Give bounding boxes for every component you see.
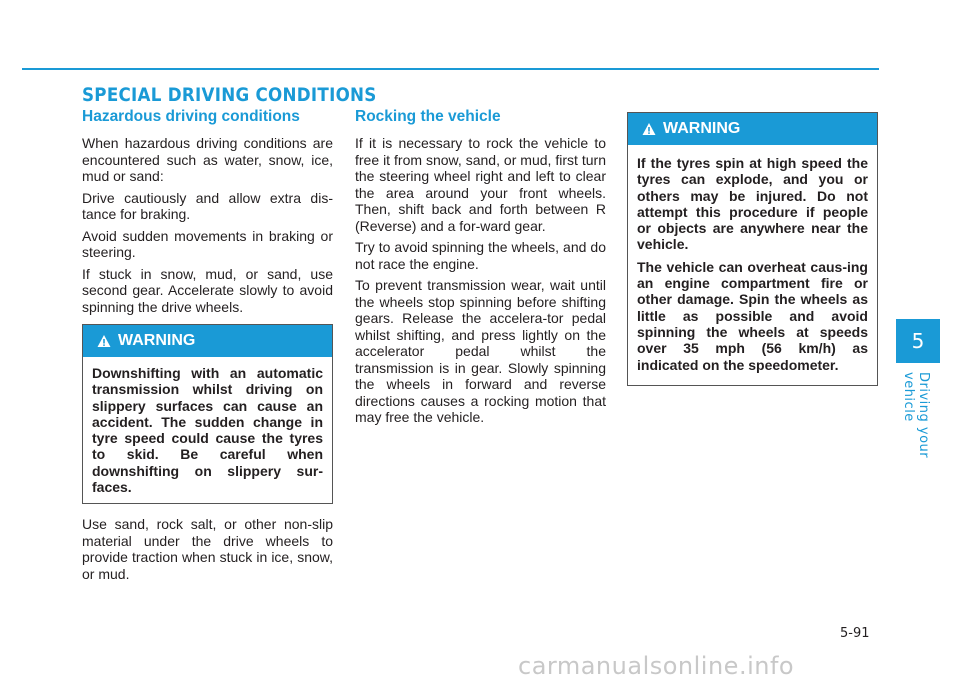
warning-triangle-icon [642, 122, 656, 136]
paragraph: Use sand, rock salt, or other non-slip material under the drive wheels to provide traction when stuck in ice, snow, or mud. [82, 516, 333, 582]
warning-label: WARNING [663, 120, 741, 137]
chapter-label: Driving your vehicle [901, 372, 931, 459]
paragraph: When hazardous driving conditions are encountered such as water, snow, ice, mud or sand: [82, 135, 333, 184]
watermark: carmanualsonline.info [518, 652, 795, 680]
page-number: 5-91 [840, 626, 870, 641]
paragraph: If it is necessary to rock the vehicle to free it from snow, sand, or mud, first turn the steering wheel right and left to clear the area around your front wheels. Then, shift back and forth between R (Reverse) and a for-ward gear. [355, 135, 606, 234]
paragraph: Drive cautiously and allow extra dis-tance for braking. [82, 189, 333, 222]
heading-rocking: Rocking the vehicle [355, 108, 501, 125]
paragraph: Avoid sudden movements in braking or steering. [82, 227, 333, 260]
warning-text: Downshifting with an automatic transmission whilst driving on slippery surfaces can cause an accident. The sudden change in tyre speed could cause the tyres to skid. Be careful when downshifting on slippery sur-faces. [92, 365, 323, 496]
section-title: SPECIAL DRIVING CONDITIONS [82, 84, 377, 106]
warning-triangle-icon [97, 334, 111, 348]
header-rule [22, 68, 879, 70]
column-warning [627, 112, 878, 386]
warning-header [83, 325, 332, 357]
warning-body [628, 145, 877, 385]
warning-label: WARNING [118, 332, 196, 349]
heading-hazardous: Hazardous driving conditions [82, 108, 300, 125]
warning-header [628, 113, 877, 145]
warning-text: If the tyres spin at high speed the tyres can explode, and you or others may be injured. Do not attempt this procedure if people or objects are anywhere near the vehicle. [637, 155, 868, 253]
paragraph: To prevent transmission wear, wait until the wheels stop spinning before shifting gears. Release the accelera-tor pedal whilst shifting, and press lightly on the accelerator pedal whilst the transmission is in gear. Slowly spinning the wheels in forward and reverse directions causes a rocking motion that may free the vehicle. [355, 277, 606, 425]
warning-box-downshifting [82, 324, 333, 504]
warning-body [83, 357, 332, 503]
chapter-number-tab: 5 [896, 319, 940, 363]
warning-box-tyres [627, 112, 878, 386]
paragraph: If stuck in snow, mud, or sand, use second gear. Accelerate slowly to avoid spinning the drive wheels. [82, 265, 333, 315]
column-rocking [355, 108, 606, 431]
warning-text: The vehicle can overheat caus-ing an engine compartment fire or other damage. Spin the wheels as little as possible and avoid spinning the wheels at speeds over 35 mph (56 km/h) as indicated on the speedometer. [637, 258, 868, 373]
column-hazardous [82, 108, 333, 587]
paragraph: Try to avoid spinning the wheels, and do not race the engine. [355, 239, 606, 272]
